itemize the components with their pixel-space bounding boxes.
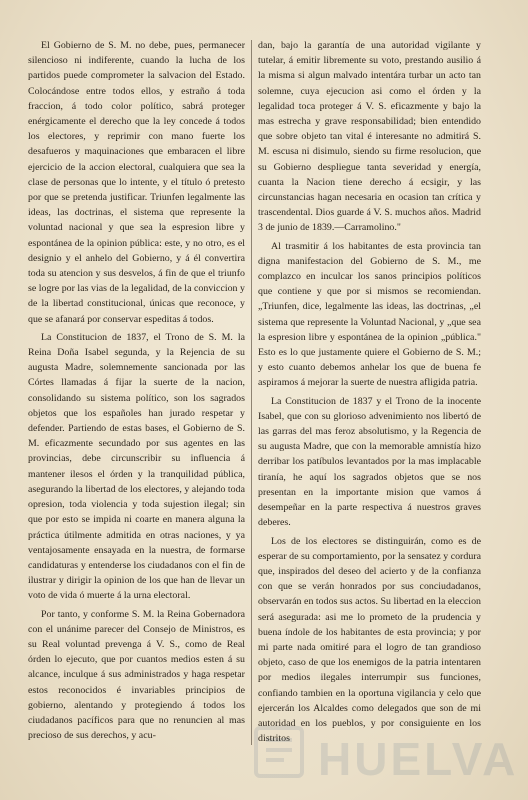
paragraph: Los de los electores se distinguirán, como es de esperar de su comportamiento, por la sensatez y cordura que, inspirados del deseo del acierto y de la confianza con que se verán honrados por sus conciudadanos, observarán en todos sus actos. Su libertad en la eleccion será asegurada: asi me lo prometo de la prudencia y buena índole de los habitantes de esta provincia; y por mi parte nada omitiré para el logro de tan grandioso objeto, caso de que los enemigos de la patria intentaren por medios ilegales interrumpir sus funciones, confiando tambien en la oportuna vigilancia y celo que ejercerán los Alcaldes como delegados que son de mi autoridad en los pueblos, y por consiguiente en los distritos [258,535,481,745]
paragraph: Por tanto, y conforme S. M. la Reina Gobernadora con el unánime parecer del Consejo de Ministros, es su Real voluntad prevenga á V. S., como de Real órden lo ejecuto, que por cuantos medios esten á su alcance, inculque á sus administrados y haga respetar estos reconocidos é invariables principios de gobierno, alentando y protegiendo á todos los ciudadanos pacíficos para que no renuncien al mas precioso de sus derechos, y acu- [28,608,245,742]
left-column [28,38,245,783]
paragraph: La Constitucion de 1837, el Trono de S. M. la Reina Doña Isabel segunda, y la Rejencia de su augusta Madre, solemnemente sancionada por las Córtes llamadas á fijar la suerte de la nacion, consolidando su sistema político, son los sagrados objetos que los españoles han jurado respetar y defender. Partiendo de estas bases, el Gobierno de S. M. eficazmente secundado por sus agentes en las provincias, debe circunscribir su influencia á mantener ilesos el órden y la tranquilidad pública, asegurando la libertad de los electores, y alejando toda opresion, toda violencia y toda sujestion ilegal; sin que por esto se impida ni coarte en manera alguna la práctica útilmente admitida en otras naciones, y ya ventajosamente ensayada en la nuestra, de formarse candidaturas y entenderse los ciudadanos con el fin de ilustrar y dirigir la opinion de los que han de llevar un voto de vida ó muerte á la urna electoral. [28,331,245,602]
column-divider [251,40,252,745]
paragraph: El Gobierno de S. M. no debe, pues, permanecer silencioso ni indiferente, cuando la lucha de los partidos puede comprometer la salvacion del Estado. Colocándose entre todos ellos, y estraño á toda fraccion, á todo color político, sabrá proteger enérgicamente el derecho que la ley concede á todos los electores, y reprimir con mano fuerte los desafueros y maquinaciones que embaracen el libre ejercicio de la accion electoral, cualquiera que sea la clase de personas que lo intente, y el título ó pretesto por que se pretenda justificar. Triunfen legalmente las ideas, las doctrinas, el sistema que represente la voluntad nacional y que sea la espresion libre y espontánea de la opinion pública: este, y no otro, es el designio y el anhelo del Gobierno, y á él convertira toda su atencion y sus desvelos, á fin de que el triunfo se logre por las vias de la legalidad, de la conviccion y de la libertad constitucional, únicas que reconoce, y que se afanará por conservar espeditas á todos. [28,40,245,325]
right-column [258,38,481,783]
paragraph: La Constitucion de 1837 y el Trono de la inocente Isabel, que con su glorioso advenimiento nos libertó de las garras del mas feroz absolutismo, y la Regencia de su augusta Madre, que con la memorable amnistía hizo derribar los patíbulos levantados por la mas implacable tiranía, he aquí los sagrados objetos que se nos presentan en la importante mision que vamos á desempeñar en la parte respectiva á nuestros graves deberes. [258,395,481,529]
paragraph: Al trasmitir á los habitantes de esta provincia tan digna manifestacion del Gobierno de S. M., me complazco en inculcar los sanos principios políticos que contiene y que por si mismos se recomiendan. „Triunfen, dice, legalmente las ideas, las doctrinas, „el sistema que represente la Voluntad Nacional, y „que sea la espresion libre y espontánea de la opinion „pública." Esto es lo que justamente quiere el Gobierno de S. M.; y esto cuanto debemos anhelar los que de buena fe aspiramos á mejorar la suerte de nuestra afligida patria. [258,240,481,389]
paragraph: dan, bajo la garantía de una autoridad vigilante y tutelar, á emitir libremente su voto, prestando ausilio á la misma si algun malvado intentára turbar un acto tan solemne, cuya ejecucion asi como el órden y la legalidad toca proteger á V. S. eficazmente y bajo la mas estrecha y grave responsabilidad; bien entendido que sobre objeto tan vital é interesante no admitirá S. M. escusa ni disimulo, siendo su firme resolucion, que su Gobierno despliegue tanta severidad y energía, cuanta la Nacion tiene derecho á ecsigir, y las circunstancias hagan necesaria en ocasion tan crítica y trascendental. Dios guarde á V. S. muchos años. Madrid 3 de junio de 1839.—Carramolino." [258,40,481,234]
archive-watermark: HUELVA [318,733,519,785]
